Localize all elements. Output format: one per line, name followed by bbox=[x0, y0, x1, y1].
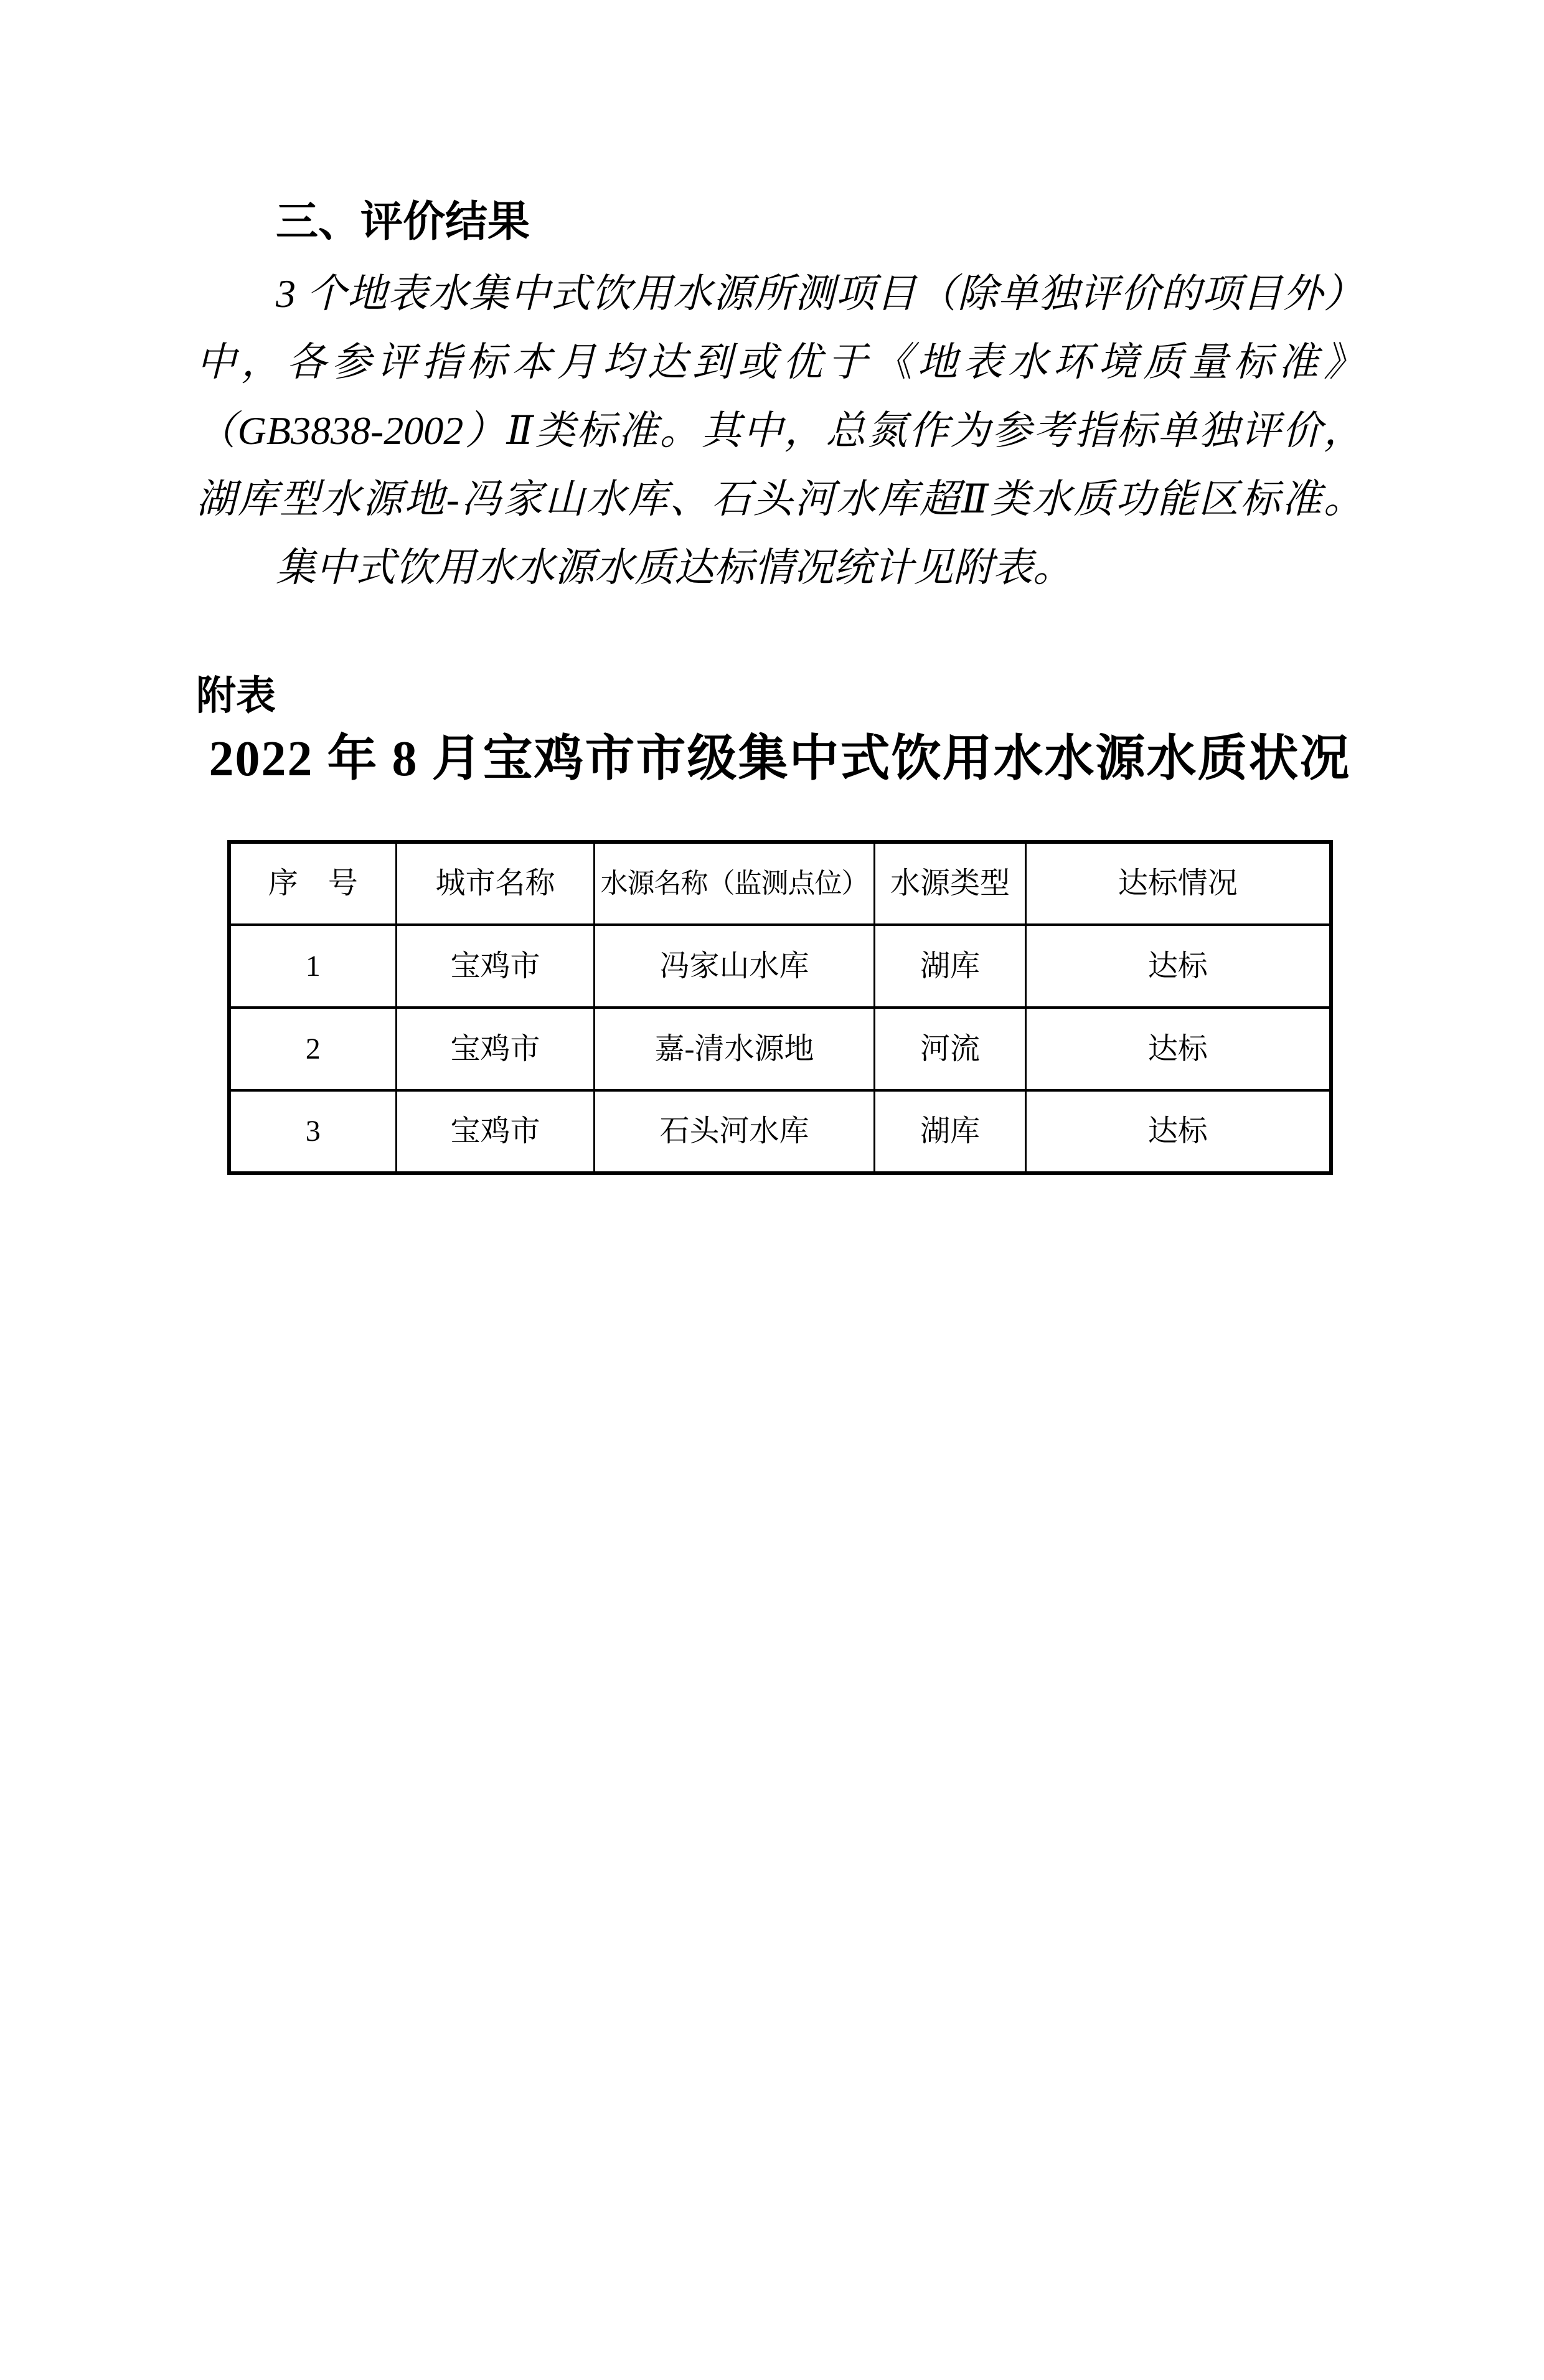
column-header: 城市名称 bbox=[397, 842, 595, 925]
paragraph-line: 湖库型水源地-冯家山水库、石头河水库超Ⅱ类水质功能区标准。 bbox=[196, 477, 1363, 521]
paragraph-line: 中，各参评指标本月均达到或优于《地表水环境质量标准》 bbox=[196, 340, 1363, 384]
table-title: 2022 年 8 月宝鸡市市级集中式饮用水水源水质状况 bbox=[209, 732, 1351, 786]
table-cell: 达标 bbox=[1026, 925, 1331, 1008]
table-cell: 宝鸡市 bbox=[397, 925, 595, 1008]
table-cell: 湖库 bbox=[875, 1090, 1026, 1173]
table-cell: 达标 bbox=[1026, 1090, 1331, 1173]
table-cell: 湖库 bbox=[875, 925, 1026, 1008]
table-cell: 河流 bbox=[875, 1008, 1026, 1090]
paragraph-line: 3 个地表水集中式饮用水源所测项目（除单独评价的项目外） bbox=[276, 272, 1363, 316]
table-cell: 宝鸡市 bbox=[397, 1090, 595, 1173]
table-cell: 冯家山水库 bbox=[595, 925, 875, 1008]
column-header: 达标情况 bbox=[1026, 842, 1331, 925]
document-page bbox=[0, 196, 1544, 1175]
table-cell: 1 bbox=[229, 925, 397, 1008]
column-header: 序 号 bbox=[229, 842, 397, 925]
appendix-label: 附表 bbox=[196, 673, 276, 718]
column-header: 水源类型 bbox=[875, 842, 1026, 925]
paragraph-line: （GB3838-2002）Ⅱ类标准。其中，总氮作为参考指标单独评价， bbox=[196, 408, 1363, 453]
body-paragraph bbox=[196, 260, 1363, 602]
table-row bbox=[229, 1090, 1331, 1173]
paragraph-line: 集中式饮用水水源水质达标情况统计见附表。 bbox=[276, 545, 1073, 590]
table-cell: 2 bbox=[229, 1008, 397, 1090]
table-cell: 宝鸡市 bbox=[397, 1008, 595, 1090]
table-cell: 达标 bbox=[1026, 1008, 1331, 1090]
table-cell: 嘉-清水源地 bbox=[595, 1008, 875, 1090]
table-header-row bbox=[229, 842, 1331, 925]
section-heading: 三、评价结果 bbox=[276, 198, 530, 245]
table-cell: 石头河水库 bbox=[595, 1090, 875, 1173]
table-row bbox=[229, 925, 1331, 1008]
table-row bbox=[229, 1008, 1331, 1090]
water-quality-table bbox=[227, 840, 1333, 1175]
column-header: 水源名称（监测点位） bbox=[595, 842, 875, 925]
table-cell: 3 bbox=[229, 1090, 397, 1173]
